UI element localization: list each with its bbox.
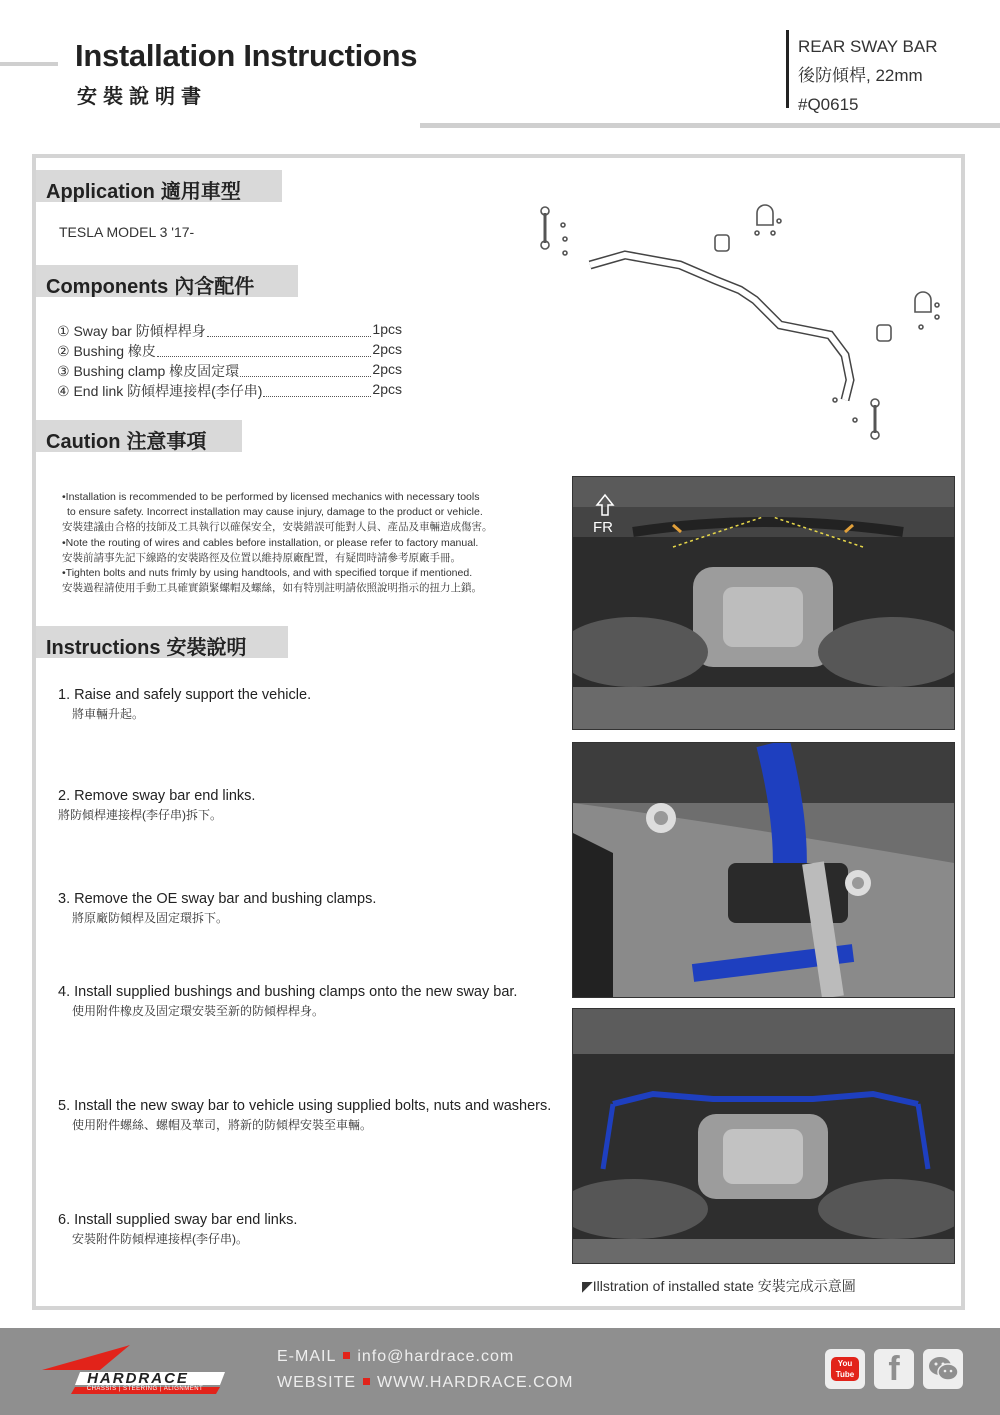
component-name: ① Sway bar 防傾桿桿身 [57,323,206,339]
step-text-cn: 使用附件螺絲、螺帽及華司，將新的防傾桿安裝至車輛。 [72,1118,373,1132]
bullet-square [343,1352,350,1359]
dot-leader [157,341,371,357]
product-info [798,32,938,119]
footer-website [277,1374,573,1392]
footer-email [277,1348,514,1366]
instruction-step [58,890,553,928]
photo-installed-state-drawing [573,1009,954,1263]
email-link[interactable]: info@hardrace.com [357,1348,515,1365]
header-divider [786,30,789,108]
facebook-icon[interactable]: f [874,1349,914,1389]
photo-undercarriage-oe [572,476,955,730]
caution-heading-cn: 注意事項 [126,429,207,453]
component-qty: 2pcs [372,361,402,377]
product-name: REAR SWAY BAR [798,37,938,56]
part-number: #Q0615 [798,95,859,114]
instruction-step [58,1097,553,1135]
youtube-badge: You Tube [831,1357,859,1381]
application-heading-cn: 適用車型 [160,179,241,203]
caution-line: 安裝前請事先記下線路的安裝路徑及位置以維持原廠配置，有疑問時請參考原廠手冊。 [62,551,461,564]
component-name: ③ Bushing clamp 橡皮固定環 [57,363,240,379]
parts-exploded-diagram [525,195,965,450]
step-text-cn: 將防傾桿連接桿(李仔串)拆下。 [58,808,222,822]
front-direction-label: FR [593,519,613,536]
caution-line: •Installation is recommended to be performed by licensed mechanics with necessary tools [62,491,480,503]
instruction-step [58,983,553,1021]
step-text-cn: 安裝附件防傾桿連接桿(李仔串)。 [72,1232,248,1246]
photo-installed-state [572,1008,955,1264]
component-name: ④ End link 防傾桿連接桿(李仔串) [57,383,263,399]
caution-text [62,490,557,596]
photo-caption: ◤Illstration of installed state 安裝完成示意圖 [582,1278,856,1294]
product-name-cn: 後防傾桿, 22mm [798,66,923,85]
instructions-heading-cn: 安裝說明 [166,635,247,659]
instruction-step [58,1211,553,1249]
instructions-heading [36,626,288,658]
application-heading [36,170,282,202]
email-label: E-MAIL [277,1348,337,1365]
header-decor-line-right [420,123,1000,128]
step-text-cn: 將原廠防傾桿及固定環拆下。 [72,911,229,925]
logo-tagline: CHASSIS | STEERING | ALIGNMENT [86,1386,204,1392]
component-qty: 2pcs [372,341,402,357]
header-decor-line-left [0,62,58,66]
photo-bushing-closeup-drawing [573,743,954,997]
step-text: 6. Install supplied sway bar end links. [58,1212,298,1228]
website-link[interactable]: WWW.HARDRACE.COM [377,1374,574,1391]
photo-undercarriage-oe-drawing [573,477,954,729]
website-label: WEBSITE [277,1374,357,1391]
instructions-heading-en: Instructions [46,637,161,659]
page-title-cn: 安裝說明書 [77,84,207,108]
step-text-cn: 使用附件橡皮及固定環安裝至新的防傾桿桿身。 [72,1004,325,1018]
bullet-square [363,1378,370,1385]
dot-leader [207,321,372,337]
components-heading-cn: 內含配件 [174,274,255,298]
photo-bushing-closeup [572,742,955,998]
step-text: 5. Install the new sway bar to vehicle using supplied bolts, nuts and washers. [58,1098,552,1114]
components-heading-en: Components [46,276,169,298]
step-text: 3. Remove the OE sway bar and bushing clamps. [58,891,377,907]
caution-line: 安裝過程請使用手動工具確實鎖緊螺帽及螺絲，如有特別註明請依照說明指示的扭力上鎖。 [62,582,482,595]
caution-heading [36,420,242,452]
application-heading-en: Application [46,181,155,203]
application-vehicle: TESLA MODEL 3 '17- [59,224,195,240]
component-item [57,321,402,341]
logo-wordmark: HARDRACE [87,1370,189,1387]
component-name: ② Bushing 橡皮 [57,343,156,359]
wechat-icon[interactable] [923,1349,963,1389]
page-title: Installation Instructions [75,38,418,73]
wechat-glyph [927,1355,959,1383]
step-text: 4. Install supplied bushings and bushing clamps onto the new sway bar. [58,984,518,1000]
component-item [57,381,402,401]
step-text: 2. Remove sway bar end links. [58,788,256,804]
component-item [57,341,402,361]
component-qty: 2pcs [372,381,402,397]
component-item [57,361,402,381]
caution-line: •Note the routing of wires and cables before installation, or please refer to factory manual. [62,536,479,549]
dot-leader [263,381,371,397]
step-text-cn: 將車輛升起。 [72,707,145,721]
component-qty: 1pcs [372,321,402,337]
step-text: 1. Raise and safely support the vehicle. [58,687,312,703]
caution-line: to ensure safety. Incorrect installation may cause injury, damage to the product or vehicle. [67,506,483,519]
instruction-step [58,787,553,825]
dot-leader [240,361,371,377]
hardrace-logo [40,1340,230,1400]
youtube-icon[interactable] [825,1349,865,1389]
caution-line: •Tighten bolts and nuts frimly by using handtools, and with specified torque if mentioned. [62,567,473,580]
caution-heading-en: Caution [46,431,121,453]
components-heading [36,265,298,297]
caution-line: 安裝建議由合格的技師及工具執行以確保安全，安裝錯誤可能對人員、產品及車輛造成傷害。 [62,521,493,534]
instruction-step [58,686,553,724]
